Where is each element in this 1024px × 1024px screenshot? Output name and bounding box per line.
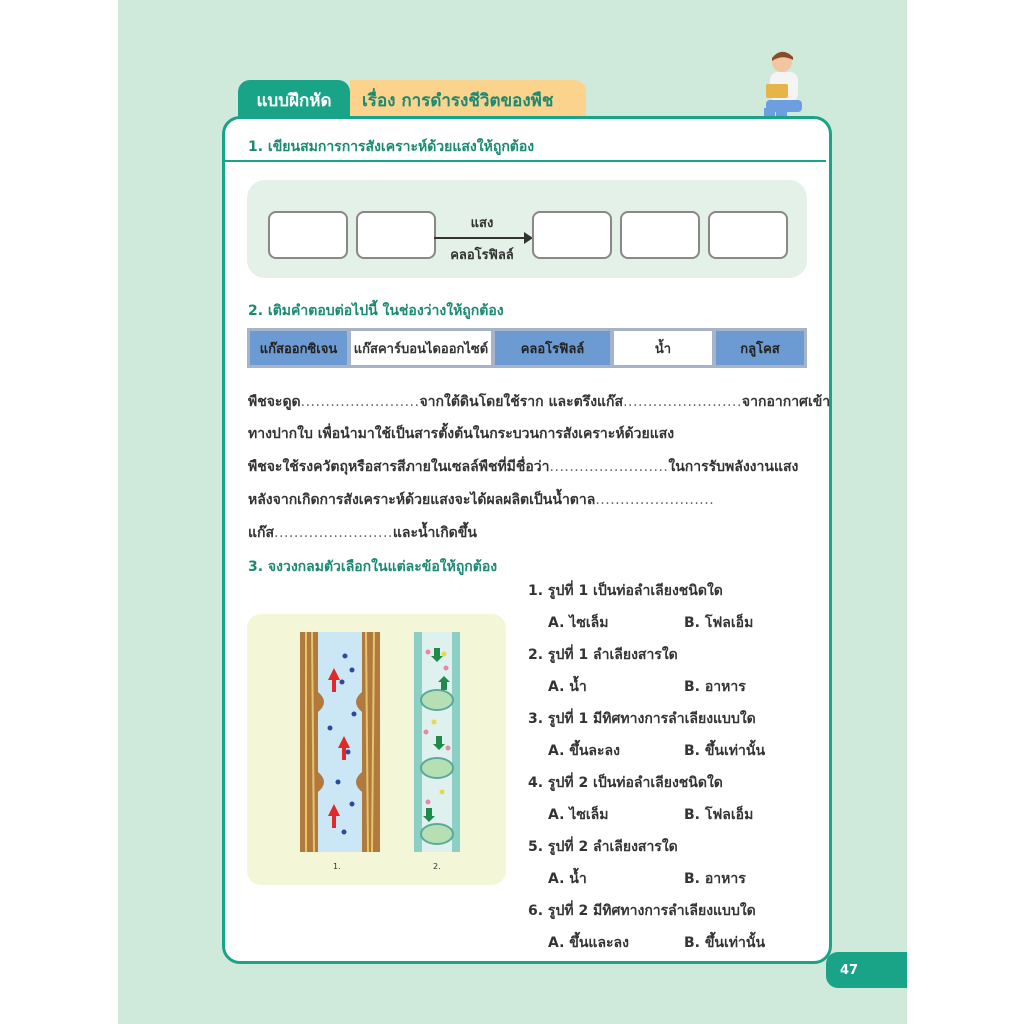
mcq-option-b[interactable]: B. โฟลเอ็ม [684, 615, 754, 631]
answer-blank[interactable]: ........................ [274, 525, 393, 541]
mcq-option-a[interactable]: A. น้ำ [548, 679, 587, 695]
word-bank-item: คลอโรฟิลล์ [495, 331, 610, 365]
mcq-question: 2. รูปที่ 1 ลำเลียงสารใด [528, 647, 678, 663]
answer-blank[interactable]: ........................ [623, 394, 742, 410]
sentence-text: แก๊ส [248, 525, 275, 541]
fill-line-5 [248, 522, 477, 544]
word-bank-item: แก๊สออกซิเจน [250, 331, 347, 365]
sentence-text: ในการรับพลังงานแสง [668, 459, 799, 475]
mcq-option-a[interactable]: A. ไซเล็ม [548, 615, 609, 631]
sentence-text: และน้ำเกิดขึ้น [392, 525, 477, 541]
product-box-1[interactable] [532, 211, 612, 259]
reactant-box-1[interactable] [268, 211, 348, 259]
answer-blank[interactable]: ........................ [549, 459, 669, 475]
fill-line-1 [248, 391, 830, 413]
page-number: 47 [826, 952, 907, 988]
question-1-title: 1. เขียนสมการการสังเคราะห์ด้วยแสงให้ถูกต้อง [248, 139, 535, 155]
mcq-question: 3. รูปที่ 1 มีทิศทางการลำเลียงแบบใด [528, 711, 756, 727]
word-bank-item: น้ำ [614, 331, 712, 365]
question-3-title: 3. จงวงกลมตัวเลือกในแต่ละข้อให้ถูกต้อง [248, 559, 498, 575]
divider [225, 160, 826, 162]
fill-line-2 [248, 423, 674, 445]
sentence-text: พืชจะใช้รงควัตถุหรือสารสีภายในเซลล์พืชที่มีชื่อว่า [248, 459, 550, 475]
mcq-question: 6. รูปที่ 2 มีทิศทางการลำเลียงแบบใด [528, 903, 756, 919]
product-box-3[interactable] [708, 211, 788, 259]
sentence-text: พืชจะดูด [248, 394, 301, 410]
mcq-option-a[interactable]: A. ไซเล็ม [548, 807, 609, 823]
mcq-question: 4. รูปที่ 2 เป็นท่อลำเลียงชนิดใด [528, 775, 723, 791]
mcq-option-b[interactable]: B. อาหาร [684, 871, 746, 887]
mcq-option-b[interactable]: B. ขึ้นเท่านั้น [684, 935, 766, 951]
answer-blank[interactable]: ........................ [595, 492, 715, 508]
exercise-tag: แบบฝึกหัด [238, 80, 350, 120]
reaction-arrow [434, 237, 526, 239]
reactant-box-2[interactable] [356, 211, 436, 259]
sentence-text: หลังจากเกิดการสังเคราะห์ด้วยแสงจะได้ผลผลิตเป็นน้ำตาล [248, 492, 596, 508]
mcq-option-a[interactable]: A. น้ำ [548, 871, 587, 887]
arrow-label-light: แสง [470, 216, 494, 231]
xylem-illustration [300, 632, 380, 852]
sentence-text: จากใต้ดินโดยใช้ราก และตรึงแก๊ส [419, 394, 624, 410]
fill-line-4 [248, 489, 714, 511]
word-bank-item: แก๊สคาร์บอนไดออกไซด์ [351, 331, 491, 365]
sentence-text: จากอากาศเข้า [741, 394, 831, 410]
word-bank-item: กลูโคส [716, 331, 804, 365]
phloem-illustration [414, 632, 460, 852]
mcq-option-b[interactable]: B. โฟลเอ็ม [684, 807, 754, 823]
fill-line-3 [248, 456, 798, 478]
answer-blank[interactable]: ........................ [300, 394, 420, 410]
arrow-label-chlorophyll: คลอโรฟิลล์ [450, 248, 514, 263]
topic-title: เรื่อง การดำรงชีวิตของพืช [350, 80, 586, 120]
mcq-option-a[interactable]: A. ขึ้นและลง [548, 935, 629, 951]
figure-label-2: 2. [433, 862, 441, 871]
question-2-title: 2. เติมคำตอบต่อไปนี้ ในช่องว่างให้ถูกต้อง [248, 303, 504, 319]
product-box-2[interactable] [620, 211, 700, 259]
mcq-option-a[interactable]: A. ขึ้นละลง [548, 743, 620, 759]
mcq-option-b[interactable]: B. อาหาร [684, 679, 746, 695]
word-bank [247, 328, 807, 368]
sentence-text: ทางปากใบ เพื่อนำมาใช้เป็นสารตั้งต้นในกระบวนการสังเคราะห์ด้วยแสง [248, 426, 675, 442]
mcq-question: 5. รูปที่ 2 ลำเลียงสารใด [528, 839, 678, 855]
mcq-question: 1. รูปที่ 1 เป็นท่อลำเลียงชนิดใด [528, 583, 723, 599]
figure-label-1: 1. [333, 862, 341, 871]
mcq-option-b[interactable]: B. ขึ้นเท่านั้น [684, 743, 766, 759]
